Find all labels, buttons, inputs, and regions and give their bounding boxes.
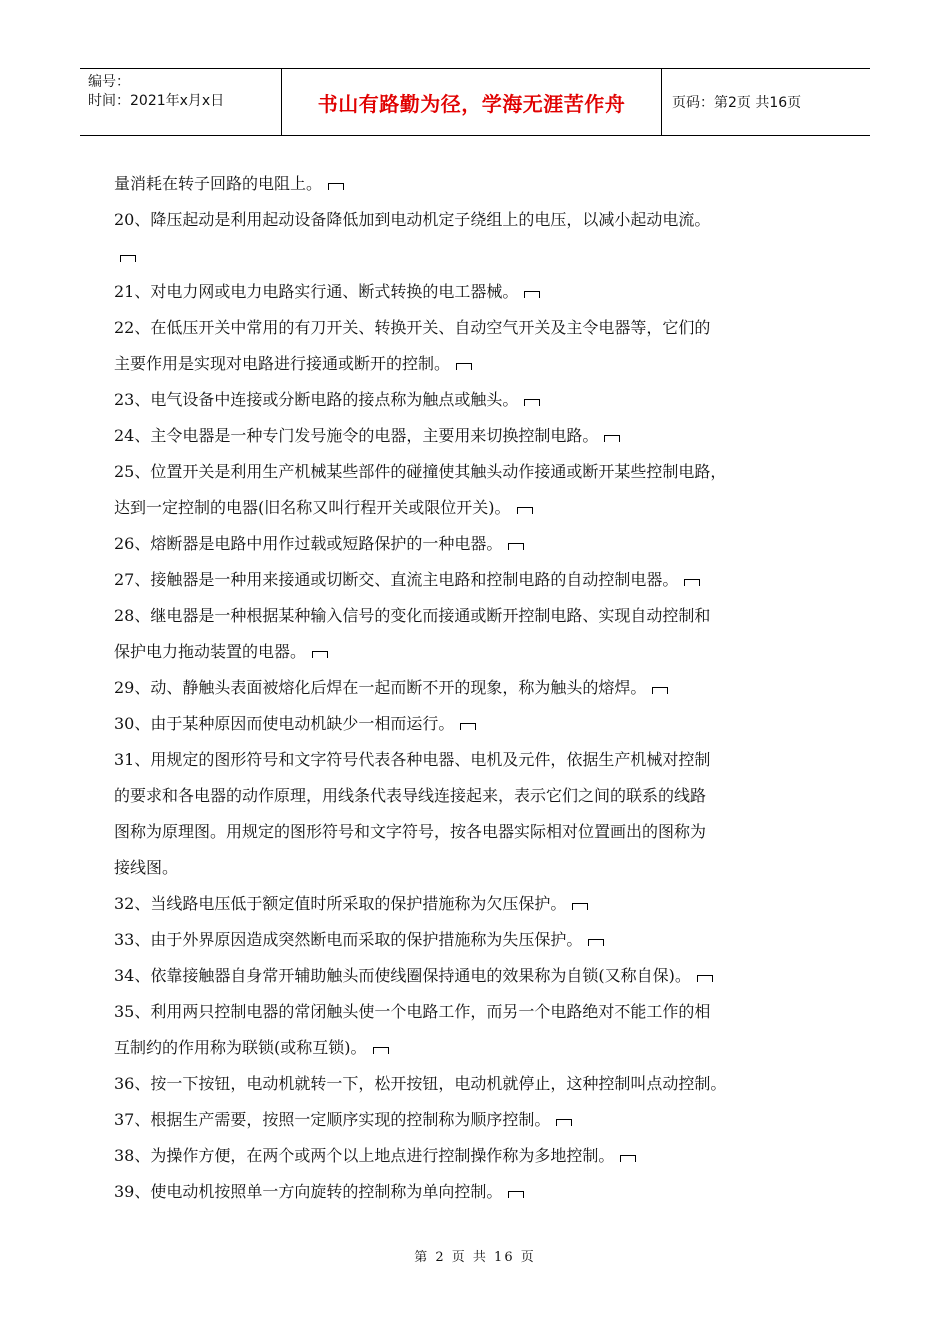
line-text: 21、对电力网或电力电路实行通、断式转换的电工器械。 bbox=[114, 282, 519, 301]
line-text: 37、根据生产需要，按照一定顺序实现的控制称为顺序控制。 bbox=[114, 1110, 551, 1129]
line-text: 24、主令电器是一种专门发号施令的电器，主要用来切换控制电路。 bbox=[114, 426, 599, 445]
paragraph-mark-icon bbox=[652, 687, 668, 694]
text-line bbox=[114, 526, 854, 562]
text-line bbox=[114, 922, 854, 958]
text-line bbox=[114, 850, 854, 886]
line-text: 33、由于外界原因造成突然断电而采取的保护措施称为失压保护。 bbox=[114, 930, 583, 949]
line-text: 达到一定控制的电器(旧名称又叫行程开关或限位开关)。 bbox=[114, 498, 511, 517]
paragraph-mark-icon bbox=[460, 723, 476, 730]
page-header bbox=[80, 68, 870, 136]
line-text: 32、当线路电压低于额定值时所采取的保护措施称为欠压保护。 bbox=[114, 894, 567, 913]
text-line bbox=[114, 706, 854, 742]
line-text: 25、位置开关是利用生产机械某些部件的碰撞使其触头动作接通或断开某些控制电路， bbox=[114, 462, 727, 481]
line-text: 38、为操作方便，在两个或两个以上地点进行控制操作称为多地控制。 bbox=[114, 1146, 615, 1165]
line-text: 保护电力拖动装置的电器。 bbox=[114, 642, 307, 661]
text-line bbox=[114, 1066, 854, 1102]
line-text: 36、按一下按钮，电动机就转一下，松开按钮，电动机就停止，这种控制叫点动控制。 bbox=[114, 1074, 727, 1093]
paragraph-mark-icon bbox=[508, 543, 524, 550]
paragraph-mark-icon bbox=[328, 183, 344, 190]
line-text: 35、利用两只控制电器的常闭触头使一个电路工作，而另一个电路绝对不能工作的相 bbox=[114, 1002, 711, 1021]
line-text: 27、接触器是一种用来接通或切断交、直流主电路和控制电路的自动控制电器。 bbox=[114, 570, 679, 589]
text-line bbox=[114, 1138, 854, 1174]
text-line bbox=[114, 994, 854, 1030]
line-text: 23、电气设备中连接或分断电路的接点称为触点或触头。 bbox=[114, 390, 519, 409]
paragraph-mark-icon bbox=[604, 435, 620, 442]
header-meta-cell bbox=[80, 69, 282, 135]
line-text: 的要求和各电器的动作原理，用线条代表导线连接起来，表示它们之间的联系的线路 bbox=[114, 786, 707, 805]
text-line bbox=[114, 1102, 854, 1138]
text-line bbox=[114, 1174, 854, 1210]
line-text: 22、在低压开关中常用的有刀开关、转换开关、自动空气开关及主令电器等，它们的 bbox=[114, 318, 711, 337]
page-footer: 第 2 页 共 16 页 bbox=[414, 1250, 536, 1265]
paragraph-mark-icon bbox=[312, 651, 328, 658]
text-line bbox=[114, 418, 854, 454]
text-line bbox=[114, 886, 854, 922]
text-line bbox=[114, 814, 854, 850]
text-line bbox=[114, 346, 854, 382]
paragraph-mark-icon bbox=[517, 507, 533, 514]
text-line bbox=[114, 778, 854, 814]
paragraph-mark-icon bbox=[697, 975, 713, 982]
text-line bbox=[114, 382, 854, 418]
text-line bbox=[114, 202, 854, 238]
text-line bbox=[114, 958, 854, 994]
line-text: 29、动、静触头表面被熔化后焊在一起而断不开的现象，称为触头的熔焊。 bbox=[114, 678, 647, 697]
text-line bbox=[114, 166, 854, 202]
paragraph-mark-icon bbox=[508, 1191, 524, 1198]
line-text: 30、由于某种原因而使电动机缺少一相而运行。 bbox=[114, 714, 455, 733]
text-line bbox=[114, 238, 854, 274]
paragraph-mark-icon bbox=[684, 579, 700, 586]
paragraph-mark-icon bbox=[524, 399, 540, 406]
line-text: 量消耗在转子回路的电阻上。 bbox=[114, 174, 323, 193]
paragraph-mark-icon bbox=[524, 291, 540, 298]
text-line bbox=[114, 634, 854, 670]
line-text: 34、依靠接触器自身常开辅助触头而使线圈保持通电的效果称为自锁(又称自保)。 bbox=[114, 966, 691, 985]
paragraph-mark-icon bbox=[120, 255, 136, 262]
text-line bbox=[114, 1030, 854, 1066]
line-text: 26、熔断器是电路中用作过载或短路保护的一种电器。 bbox=[114, 534, 503, 553]
text-line bbox=[114, 310, 854, 346]
paragraph-mark-icon bbox=[572, 903, 588, 910]
text-line bbox=[114, 598, 854, 634]
text-line bbox=[114, 274, 854, 310]
text-line bbox=[114, 454, 854, 490]
code-label: 编号： bbox=[88, 74, 130, 90]
line-text: 39、使电动机按照单一方向旋转的控制称为单向控制。 bbox=[114, 1182, 503, 1201]
paragraph-mark-icon bbox=[373, 1047, 389, 1054]
line-text: 31、用规定的图形符号和文字符号代表各种电器、电机及元件，依据生产机械对控制 bbox=[114, 750, 711, 769]
line-text: 图称为原理图。用规定的图形符号和文字符号，按各电器实际相对位置画出的图称为 bbox=[114, 822, 707, 841]
text-line bbox=[114, 742, 854, 778]
line-text: 20、降压起动是利用起动设备降低加到电动机定子绕组上的电压，以减小起动电流。 bbox=[114, 210, 711, 229]
line-text: 互制约的作用称为联锁(或称互锁)。 bbox=[114, 1038, 367, 1057]
line-text: 接线图。 bbox=[114, 858, 179, 877]
paragraph-mark-icon bbox=[588, 939, 604, 946]
header-page-info: 页码：第2页 共16页 bbox=[672, 95, 802, 111]
text-line bbox=[114, 490, 854, 526]
paragraph-mark-icon bbox=[556, 1119, 572, 1126]
paragraph-mark-icon bbox=[620, 1155, 636, 1162]
line-text: 28、继电器是一种根据某种输入信号的变化而接通或断开控制电路、实现自动控制和 bbox=[114, 606, 711, 625]
text-line bbox=[114, 562, 854, 598]
line-text: 主要作用是实现对电路进行接通或断开的控制。 bbox=[114, 354, 451, 373]
text-line bbox=[114, 670, 854, 706]
header-motto: 书山有路勤为径，学海无涯苦作舟 bbox=[282, 69, 662, 135]
document-body bbox=[114, 166, 854, 1210]
paragraph-mark-icon bbox=[456, 363, 472, 370]
time-label: 时间：2021年x月x日 bbox=[88, 93, 225, 109]
